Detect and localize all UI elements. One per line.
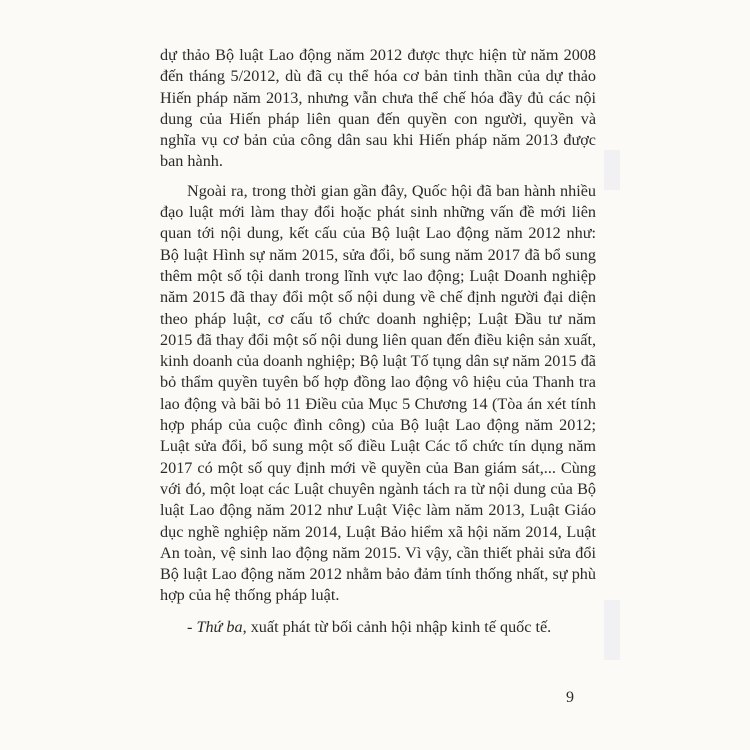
italic-lead-term: Thứ ba	[196, 617, 243, 636]
show-through-mark	[604, 600, 620, 660]
paragraph-continuation: dự thảo Bộ luật Lao động năm 2012 được thực hiện từ năm 2008 đến tháng 5/2012, dù đã cụ thể hóa cơ bản tinh thần của dự thảo Hiến pháp năm 2013, nhưng vẫn chưa thể chế hóa đầy đủ các nội dung của Hiến pháp liên quan đến quyền con người, quyền và nghĩa vụ cơ bản của công dân sau khi Hiến pháp năm 2013 được ban hành.	[160, 46, 596, 171]
paragraph-third-reason-text: , xuất phát từ bối cảnh hội nhập kinh tế quốc tế.	[242, 617, 552, 636]
list-dash: -	[187, 617, 197, 636]
page-number: 9	[566, 689, 574, 706]
body-text	[160, 45, 596, 638]
show-through-mark	[604, 150, 620, 190]
paragraph-other-laws: Ngoài ra, trong thời gian gần đây, Quốc hội đã ban hành nhiều đạo luật mới làm thay đổi hoặc phát sinh những vấn đề mới liên quan tới nội dung, kết cấu của Bộ luật Lao động năm 2012 như: Bộ luật Hình sự năm 2015, sửa đổi, bổ sung năm 2017 đã bổ sung thêm một số tội danh trong lĩnh vực lao động; Luật Doanh nghiệp năm 2015 đã thay đổi một số nội dung về chế định người đại diện theo pháp luật, cơ cấu tổ chức doanh nghiệp; Luật Đầu tư năm 2015 đã thay đổi một số nội dung liên quan đến điều kiện sản xuất, kinh doanh của doanh nghiệp; Bộ luật Tố tụng dân sự năm 2015 đã bỏ thẩm quyền tuyên bố hợp đồng lao động vô hiệu của Thanh tra lao động và bãi bỏ 11 Điều của Mục 5 Chương 14 (Tòa án xét tính hợp pháp của cuộc đình công) của Bộ luật Lao động năm 2012; Luật sửa đổi, bổ sung một số điều Luật Các tổ chức tín dụng năm 2017 có một số quy định mới về quyền của Ban giám sát,... Cùng với đó, một loạt các Luật chuyên ngành tách ra từ nội dung của Bộ luật Lao động năm 2012 như Luật Việc làm năm 2013, Luật Giáo dục nghề nghiệp năm 2014, Luật Bảo hiểm xã hội năm 2014, Luật An toàn, vệ sinh lao động năm 2015. Vì vậy, cần thiết phải sửa đổi Bộ luật Lao động năm 2012 nhằm bảo đảm tính thống nhất, sự phù hợp của hệ thống pháp luật.	[160, 181, 596, 605]
paragraph-third-reason	[160, 617, 596, 638]
